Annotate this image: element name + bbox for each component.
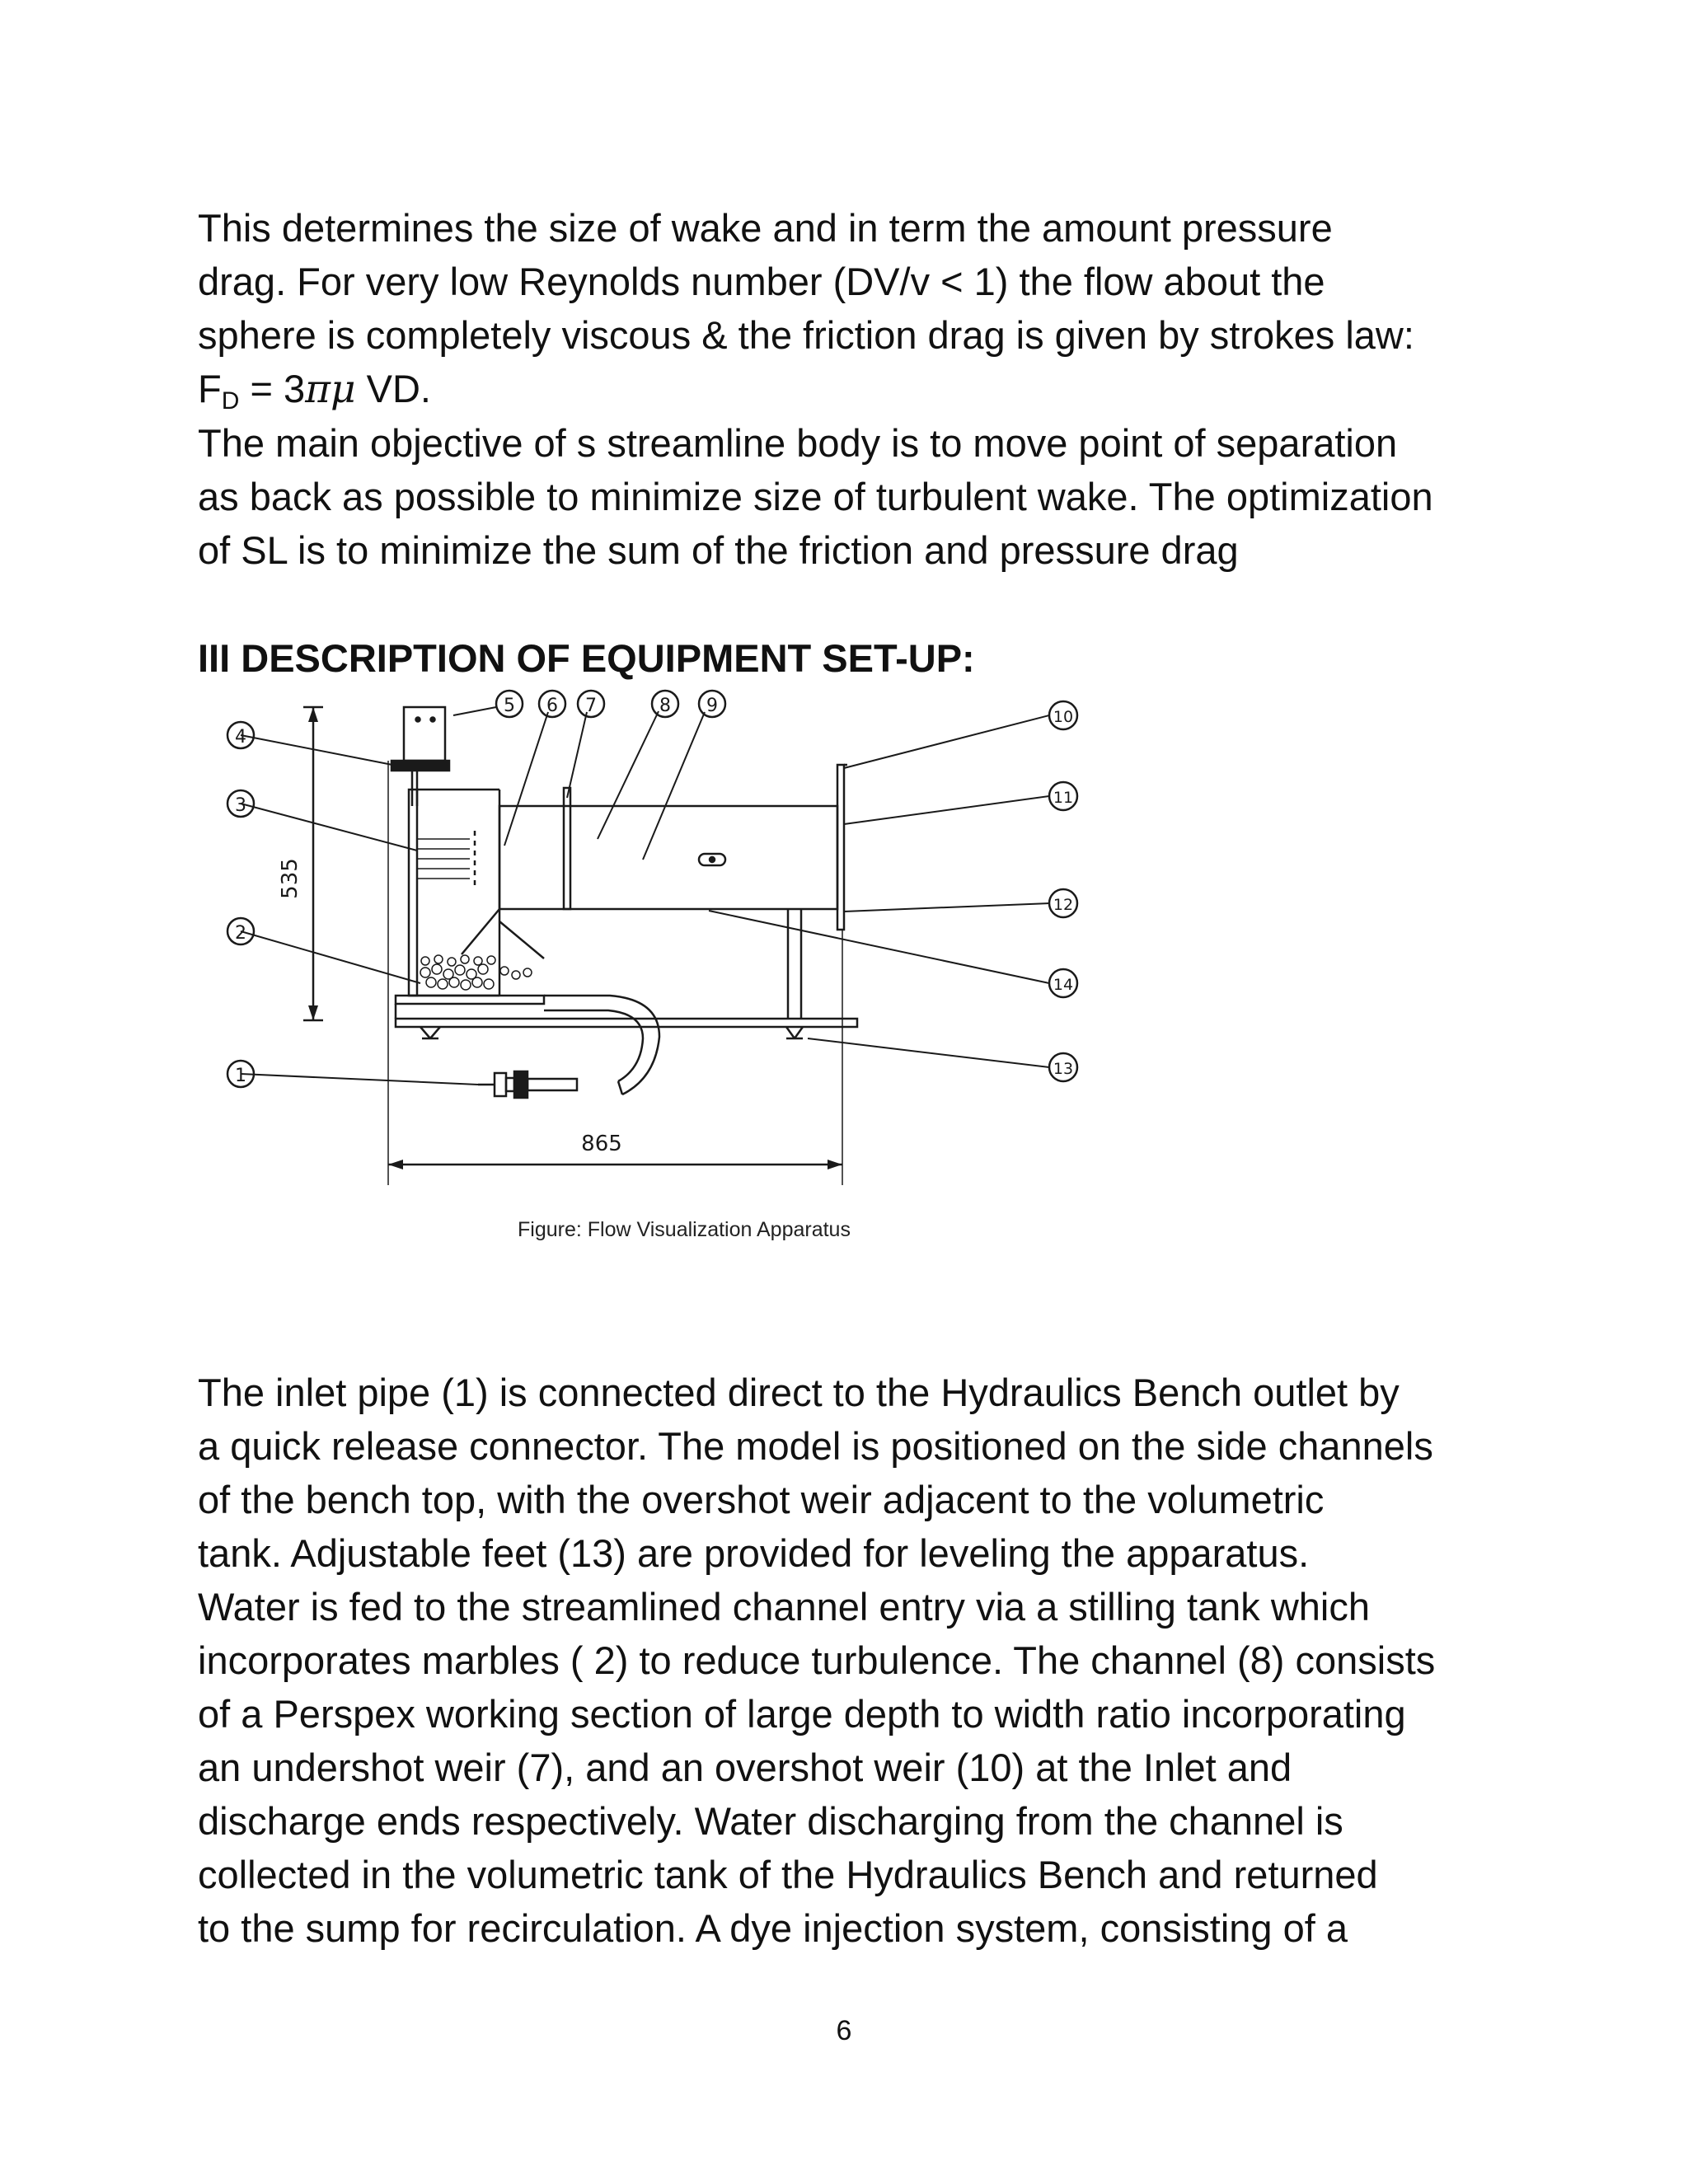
- text-line: incorporates marbles ( 2) to reduce turbulence. The channel (8) consists: [198, 1638, 1436, 1682]
- text-line: of a Perspex working section of large depth to width ratio incorporating: [198, 1692, 1406, 1736]
- objective-paragraph: [198, 416, 1517, 577]
- callout-6: [539, 691, 565, 717]
- height-dimension-label: 535: [278, 858, 302, 899]
- callout-13: [1049, 1053, 1077, 1081]
- callout-9: [699, 691, 725, 717]
- callout-8: [652, 691, 678, 717]
- page-number: 6: [836, 2015, 852, 2046]
- intro-paragraph: [198, 201, 1517, 428]
- text-line: an undershot weir (7), and an overshot weir (10) at the Inlet and: [198, 1746, 1292, 1789]
- figure-caption: Figure: Flow Visualization Apparatus: [518, 1218, 851, 1241]
- svg-text:11: 11: [1053, 789, 1074, 807]
- section-numeral: III: [198, 636, 231, 680]
- callout-4: [227, 722, 254, 748]
- formula-lhs: F: [198, 367, 222, 410]
- text-line: Water is fed to the streamlined channel entry via a stilling tank which: [198, 1585, 1371, 1629]
- section-heading: [198, 631, 975, 685]
- svg-text:10: 10: [1053, 708, 1074, 726]
- text-line: The main objective of s streamline body is to move point of separation: [198, 421, 1398, 465]
- leader-lines: [241, 707, 1049, 1085]
- svg-text:4: 4: [235, 727, 246, 748]
- formula-symbols: πμ: [305, 367, 356, 412]
- text-line: This determines the size of wake and in term the amount pressure: [198, 206, 1333, 250]
- callout-14: [1049, 969, 1077, 997]
- svg-text:12: 12: [1053, 896, 1074, 914]
- formula-subscript: D: [221, 387, 240, 415]
- text-line: drag. For very low Reynolds number (DV/v < 1) the flow about the: [198, 260, 1325, 303]
- svg-text:1: 1: [235, 1066, 246, 1086]
- text-line: collected in the volumetric tank of the Hydraulics Bench and returned: [198, 1853, 1378, 1896]
- dye-reservoir: [392, 707, 449, 806]
- svg-text:7: 7: [585, 696, 597, 716]
- svg-text:5: 5: [504, 696, 515, 716]
- callout-7: [578, 691, 604, 717]
- marbles: [420, 955, 532, 990]
- support-stand: [788, 909, 801, 1019]
- description-paragraph: [198, 1366, 1517, 1955]
- text-line: tank. Adjustable feet (13) are provided for leveling the apparatus.: [198, 1531, 1310, 1575]
- svg-text:3: 3: [235, 795, 246, 816]
- text-line: The inlet pipe (1) is connected direct to the Hydraulics Bench outlet by: [198, 1371, 1400, 1414]
- svg-text:6: 6: [546, 696, 558, 716]
- svg-text:8: 8: [659, 696, 671, 716]
- width-dimension-label: 865: [581, 1132, 622, 1156]
- apparatus-figure: [214, 682, 1121, 1259]
- text-line: a quick release connector. The model is positioned on the side channels: [198, 1424, 1433, 1468]
- svg-text:14: 14: [1053, 976, 1074, 994]
- svg-text:13: 13: [1053, 1060, 1074, 1078]
- callout-3: [227, 790, 254, 817]
- svg-text:2: 2: [235, 923, 246, 944]
- callout-2: [227, 918, 254, 944]
- text-line: of the bench top, with the overshot weir adjacent to the volumetric: [198, 1478, 1325, 1521]
- callout-5: [496, 691, 523, 717]
- text-line: sphere is completely viscous & the friction drag is given by strokes law:: [198, 313, 1414, 357]
- section-title: DESCRIPTION OF EQUIPMENT SET-UP:: [230, 636, 975, 680]
- height-dimension: [278, 707, 323, 1020]
- channel: [462, 765, 847, 958]
- text-line: discharge ends respectively. Water discharging from the channel is: [198, 1799, 1343, 1843]
- formula-eq: = 3: [239, 367, 306, 410]
- callout-12: [1049, 889, 1077, 917]
- text-line: to the sump for recirculation. A dye injection system, consisting of a: [198, 1906, 1348, 1950]
- text-line: as back as possible to minimize size of turbulent wake. The optimization: [198, 475, 1433, 518]
- formula-rhs: VD.: [355, 367, 431, 410]
- text-line: of SL is to minimize the sum of the friction and pressure drag: [198, 528, 1239, 572]
- callout-11: [1049, 782, 1077, 810]
- svg-text:9: 9: [706, 696, 718, 716]
- inlet-connector: [478, 1071, 577, 1098]
- callout-10: [1049, 701, 1077, 729]
- apparatus-diagram: [214, 682, 1121, 1259]
